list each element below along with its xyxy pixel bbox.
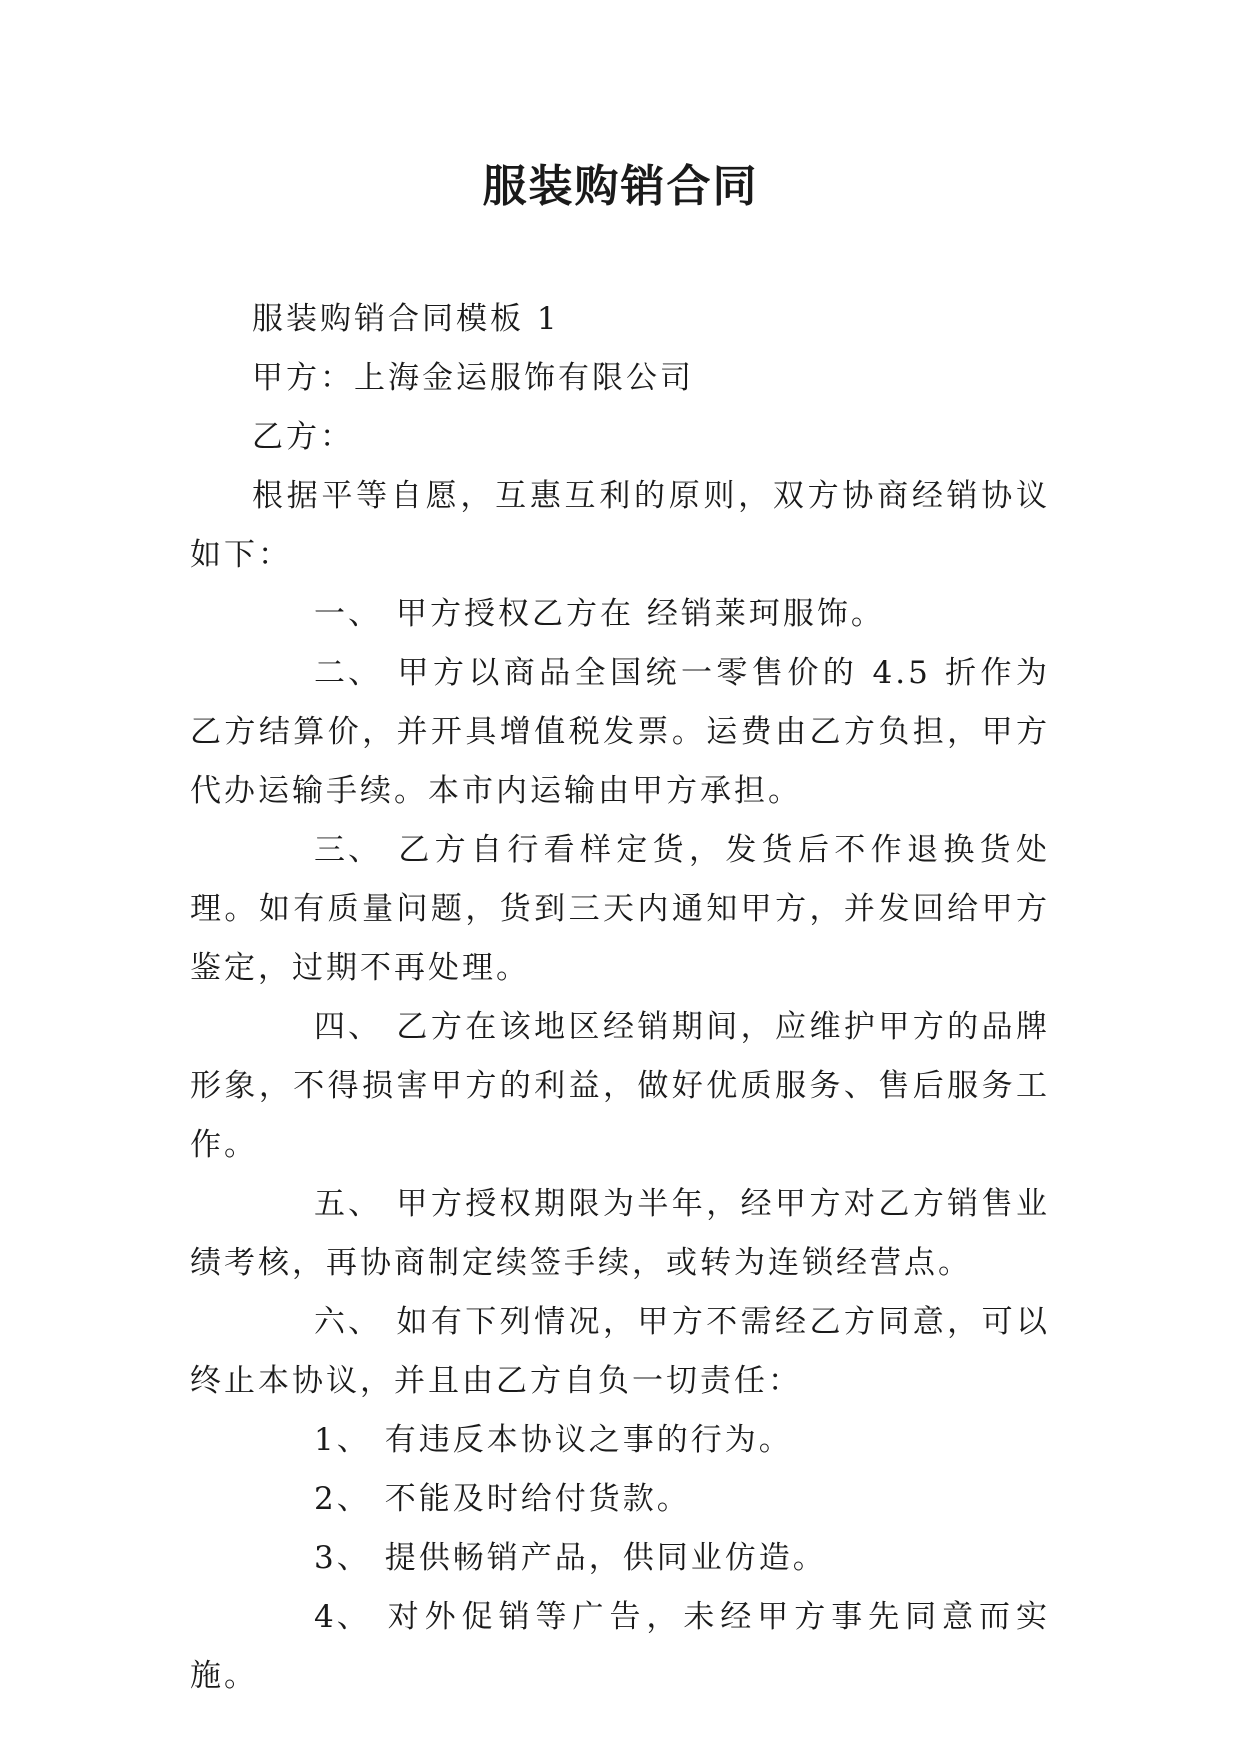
document-title: 服装购销合同: [482, 161, 759, 212]
clause-6: [190, 1293, 1050, 1411]
clause-text: 甲方授权期限为半年，经甲方对乙方销售业绩考核，再协商制定续签手续，或转为连锁经营点。: [190, 1186, 1050, 1281]
clause-number: 四、: [314, 1009, 382, 1045]
sub-item-number: 1、: [314, 1422, 371, 1458]
clause-number: 二、: [314, 655, 382, 691]
paragraph-template-name: [190, 290, 1050, 349]
clause-text: 乙方自行看样定货，发货后不作退换货处理。如有质量问题，货到三天内通知甲方，并发回给甲方鉴定，过期不再处理。: [190, 832, 1050, 986]
paragraph-text: 服装购销合同模板 1: [252, 301, 560, 337]
clause-number: 五、: [314, 1186, 382, 1222]
clause-text: 甲方授权乙方在 经销莱珂服饰。: [396, 596, 885, 632]
sub-item-1: [190, 1411, 1050, 1470]
sub-item-2: [190, 1470, 1050, 1529]
sub-item-text: 不能及时给付货款。: [384, 1481, 691, 1517]
sub-item-text: 有违反本协议之事的行为。: [384, 1422, 793, 1458]
paragraph-party-b: [190, 408, 1050, 467]
paragraph-text: 甲方：上海金运服饰有限公司: [252, 360, 694, 396]
sub-item-4: [190, 1588, 1050, 1706]
sub-item-text: 提供畅销产品，供同业仿造。: [384, 1540, 827, 1576]
paragraph-text: 根据平等自愿，互惠互利的原则，双方协商经销协议如下：: [190, 478, 1050, 573]
paragraph-party-a: [190, 349, 1050, 408]
paragraph-text: 乙方：: [252, 419, 354, 455]
sub-item-text: 对外促销等广告，未经甲方事先同意而实施。: [190, 1599, 1050, 1694]
clause-number: 一、: [314, 596, 382, 632]
clause-text: 如有下列情况，甲方不需经乙方同意，可以终止本协议，并且由乙方自负一切责任：: [190, 1304, 1050, 1399]
clause-2: [190, 644, 1050, 821]
clause-text: 甲方以商品全国统一零售价的 4.5 折作为乙方结算价，并开具增值税发票。运费由乙方负担，甲方代办运输手续。本市内运输由甲方承担。: [190, 655, 1050, 809]
clause-number: 六、: [314, 1304, 382, 1340]
clause-number: 三、: [314, 832, 382, 868]
paragraph-preamble: [190, 467, 1050, 585]
clause-5: [190, 1175, 1050, 1293]
sub-item-3: [190, 1529, 1050, 1588]
sub-item-number: 2、: [314, 1481, 371, 1517]
clause-text: 乙方在该地区经销期间，应维护甲方的品牌形象，不得损害甲方的利益，做好优质服务、售后服务工作。: [190, 1009, 1050, 1163]
clause-4: [190, 998, 1050, 1175]
sub-item-number: 3、: [314, 1540, 371, 1576]
document-body: [190, 290, 1050, 1706]
clause-1: [190, 585, 1050, 644]
clause-3: [190, 821, 1050, 998]
sub-item-number: 4、: [314, 1599, 371, 1635]
